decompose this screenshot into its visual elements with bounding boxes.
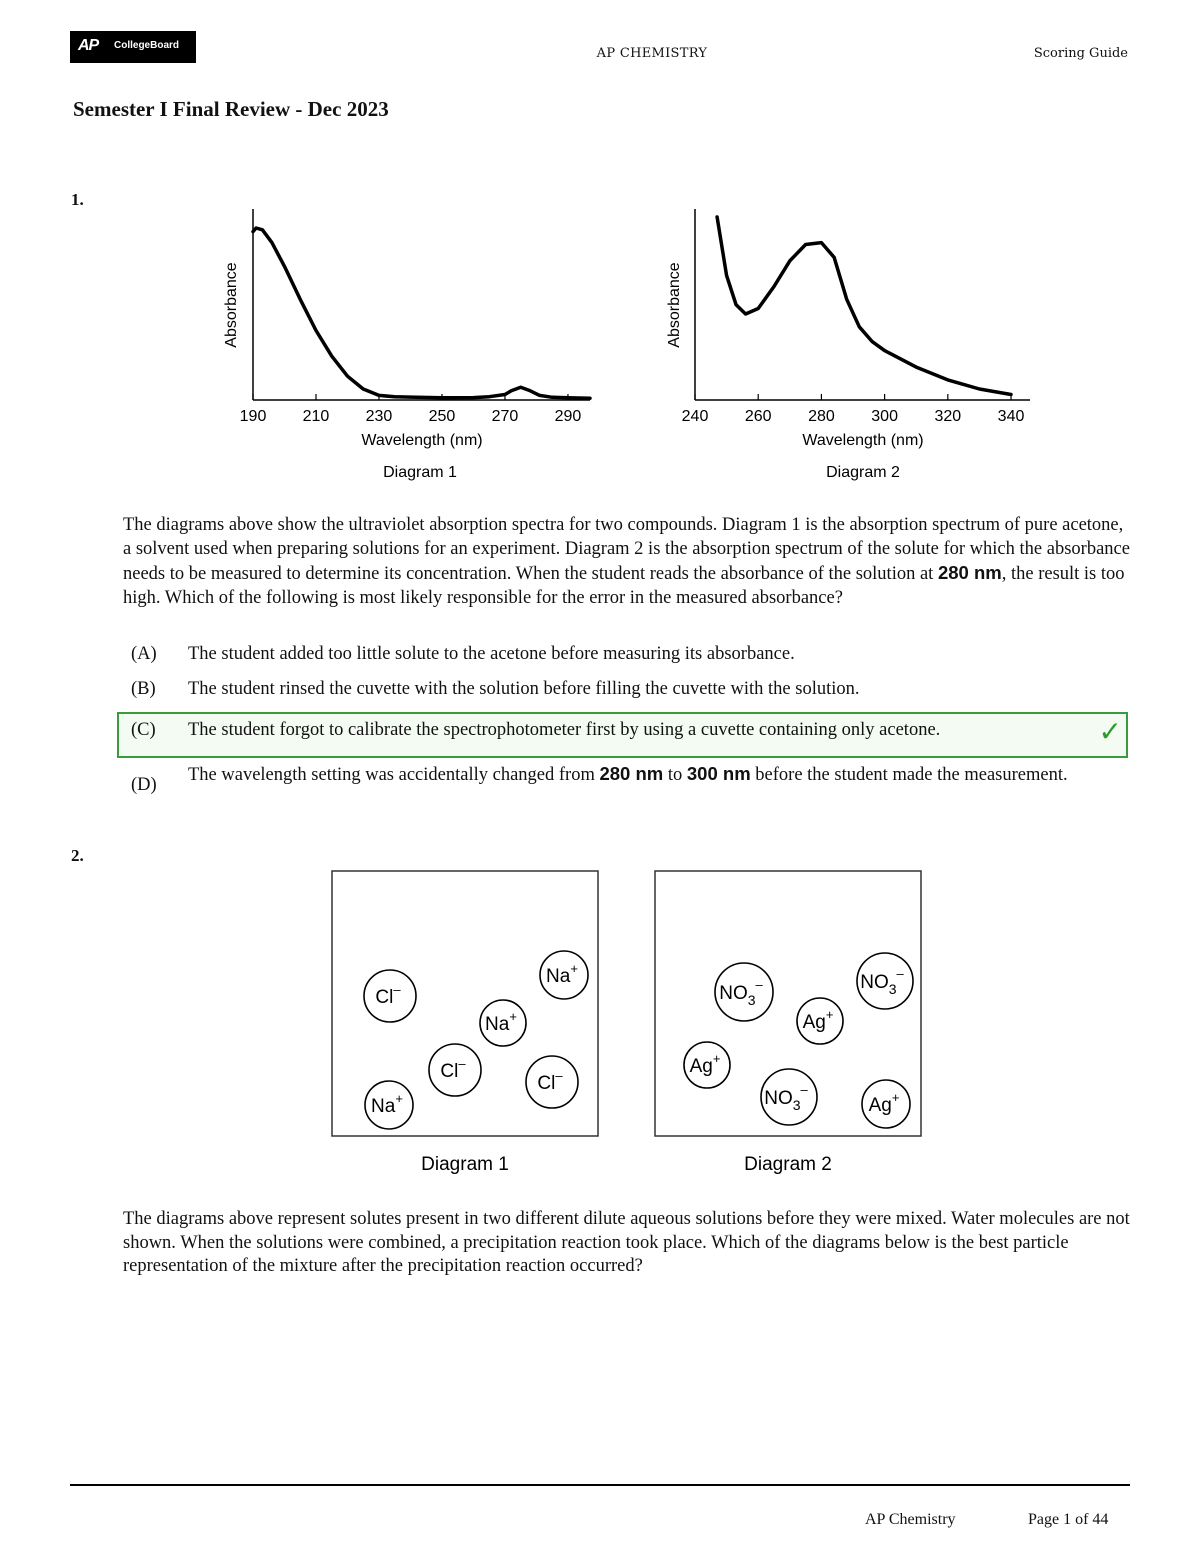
choice-a[interactable] xyxy=(131,643,1131,667)
q1-stem-wavelength: 280 nm xyxy=(937,562,1002,583)
choice-d-wavelength-1: 280 nm xyxy=(599,763,664,784)
question-1-stem xyxy=(123,514,1133,610)
diagram1-ion-cl xyxy=(526,1056,578,1108)
c2-xtick-label: 260 xyxy=(744,408,772,425)
diagram2-ion-no xyxy=(857,953,913,1009)
footer-page-number: Page 1 of 44 xyxy=(1028,1511,1109,1528)
diagram1-ion-label: Cl– xyxy=(440,1056,466,1082)
diagram2-ion-no xyxy=(715,963,773,1021)
logo-collegeboard-text: CollegeBoard xyxy=(114,40,180,51)
correct-check-icon: ✓ xyxy=(1098,715,1122,748)
diagram2-ion-label: Ag+ xyxy=(868,1090,900,1116)
diagram2-ion-label: $NO_3^-$ xyxy=(764,1082,808,1113)
diagram2-ion-ag xyxy=(862,1080,910,1128)
choice-b[interactable] xyxy=(131,678,1131,702)
chart1-title: Diagram 1 xyxy=(383,464,457,481)
diagram2-ion-label: $NO_3^-$ xyxy=(860,966,904,997)
diagram1-ion-na xyxy=(480,1000,526,1046)
page-title: Semester I Final Review - Dec 2023 xyxy=(73,97,389,121)
header-subject: AP CHEMISTRY xyxy=(596,46,708,61)
c1-xtick-label: 190 xyxy=(239,408,267,425)
chart2-ylabel: Absorbance xyxy=(666,262,683,348)
diagram1-ion-cl xyxy=(429,1044,481,1096)
c2-xtick-label: 320 xyxy=(934,408,962,425)
question-1-number: 1. xyxy=(71,190,84,209)
choice-d-text-2: to xyxy=(663,765,687,785)
c2-xtick-label: 280 xyxy=(808,408,835,425)
c1-xtick-label: 230 xyxy=(365,408,393,425)
c1-xtick-label: 250 xyxy=(428,408,456,425)
diagram1-ion-label: Na+ xyxy=(485,1009,517,1035)
chart2-series-line xyxy=(717,217,1011,395)
ion-diagrams xyxy=(320,860,940,1190)
c1-xtick-label: 270 xyxy=(491,408,519,425)
diagram1-ion-label: Na+ xyxy=(371,1091,403,1117)
diagram1-ion-cl xyxy=(364,970,416,1022)
choice-d-text xyxy=(188,762,1108,788)
choice-b-text: The student rinsed the cuvette with the solution before filling the cuvette with the solution. xyxy=(188,679,860,699)
diagram2-ion-no xyxy=(761,1069,817,1125)
c2-xtick-label: 240 xyxy=(681,408,709,425)
c1-xtick-label: 210 xyxy=(302,408,330,425)
chart1-ylabel: Absorbance xyxy=(223,262,240,348)
chart-diagram-2 xyxy=(655,205,1055,490)
diagram1-ion-label: Cl– xyxy=(537,1068,563,1094)
choice-a-text: The student added too little solute to the acetone before measuring its absorbance. xyxy=(188,644,795,664)
footer-divider xyxy=(70,1484,1130,1486)
diagram1-ion-na xyxy=(365,1081,413,1129)
diagram2-ion-label: $NO_3^-$ xyxy=(719,977,763,1008)
diagram2-ion-ag xyxy=(797,998,843,1044)
c2-xtick-label: 340 xyxy=(997,408,1025,425)
choice-d-letter: (D) xyxy=(131,775,157,795)
choice-b-letter: (B) xyxy=(131,679,156,699)
q1-stem-part-3: , the result is too high. Which of the following is most likely responsible for the error in the measured absorbance? xyxy=(123,564,1125,608)
chart1-series-line xyxy=(253,228,590,398)
c2-xtick-label: 300 xyxy=(871,408,898,425)
diagram2-caption: Diagram 2 xyxy=(744,1154,832,1175)
logo-ap-text: AP xyxy=(78,37,99,54)
footer-course: AP Chemistry xyxy=(865,1511,956,1528)
chart2-xlabel: Wavelength (nm) xyxy=(802,432,924,449)
choice-d[interactable] xyxy=(131,762,1131,810)
chart-diagram-1 xyxy=(210,205,610,490)
choice-c[interactable] xyxy=(131,719,1131,743)
choice-d-text-1: The wavelength setting was accidentally changed from xyxy=(188,765,600,785)
diagram1-ion-label: Na+ xyxy=(546,961,578,987)
diagram2-ion-label: Ag+ xyxy=(689,1051,721,1077)
diagram1-ion-label: Cl– xyxy=(375,982,401,1008)
choice-c-letter: (C) xyxy=(131,720,156,740)
chart2-title: Diagram 2 xyxy=(826,464,900,481)
choice-a-letter: (A) xyxy=(131,644,157,664)
diagram2-ion-ag xyxy=(684,1042,730,1088)
diagram1-ion-na xyxy=(540,951,588,999)
c1-xtick-label: 290 xyxy=(554,408,582,425)
question-2-stem: The diagrams above represent solutes present in two different dilute aqueous solutions before they were mixed. Water molecules are not shown. When the solutions were combined, a precipitation reaction took place. Which of the diagrams below is the best particle representation of the mixture after the precipitation reaction occurred? xyxy=(123,1209,1130,1276)
question-2-number: 2. xyxy=(71,846,84,865)
q1-stem-part-1: The diagrams above show the ultraviolet absorption spectra for two compounds. Diagram 1 is the absorption spectrum of pure acetone, a solvent used when preparing solutions for an experiment. Diagram 2 is the absorption spectrum of the solute for which the absorbance needs to be measured to determine its concentration. When the student reads the absorbance of the solution at xyxy=(123,515,1130,584)
diagram1-caption: Diagram 1 xyxy=(421,1154,509,1175)
choice-d-wavelength-2: 300 nm xyxy=(686,763,751,784)
choice-c-text: The student forgot to calibrate the spectrophotometer first by using a cuvette containing only acetone. xyxy=(188,720,941,740)
diagram2-ion-label: Ag+ xyxy=(802,1007,834,1033)
choice-d-text-3: before the student made the measurement. xyxy=(750,765,1068,785)
header-guide: Scoring Guide xyxy=(1033,46,1128,61)
chart1-xlabel: Wavelength (nm) xyxy=(361,432,483,449)
